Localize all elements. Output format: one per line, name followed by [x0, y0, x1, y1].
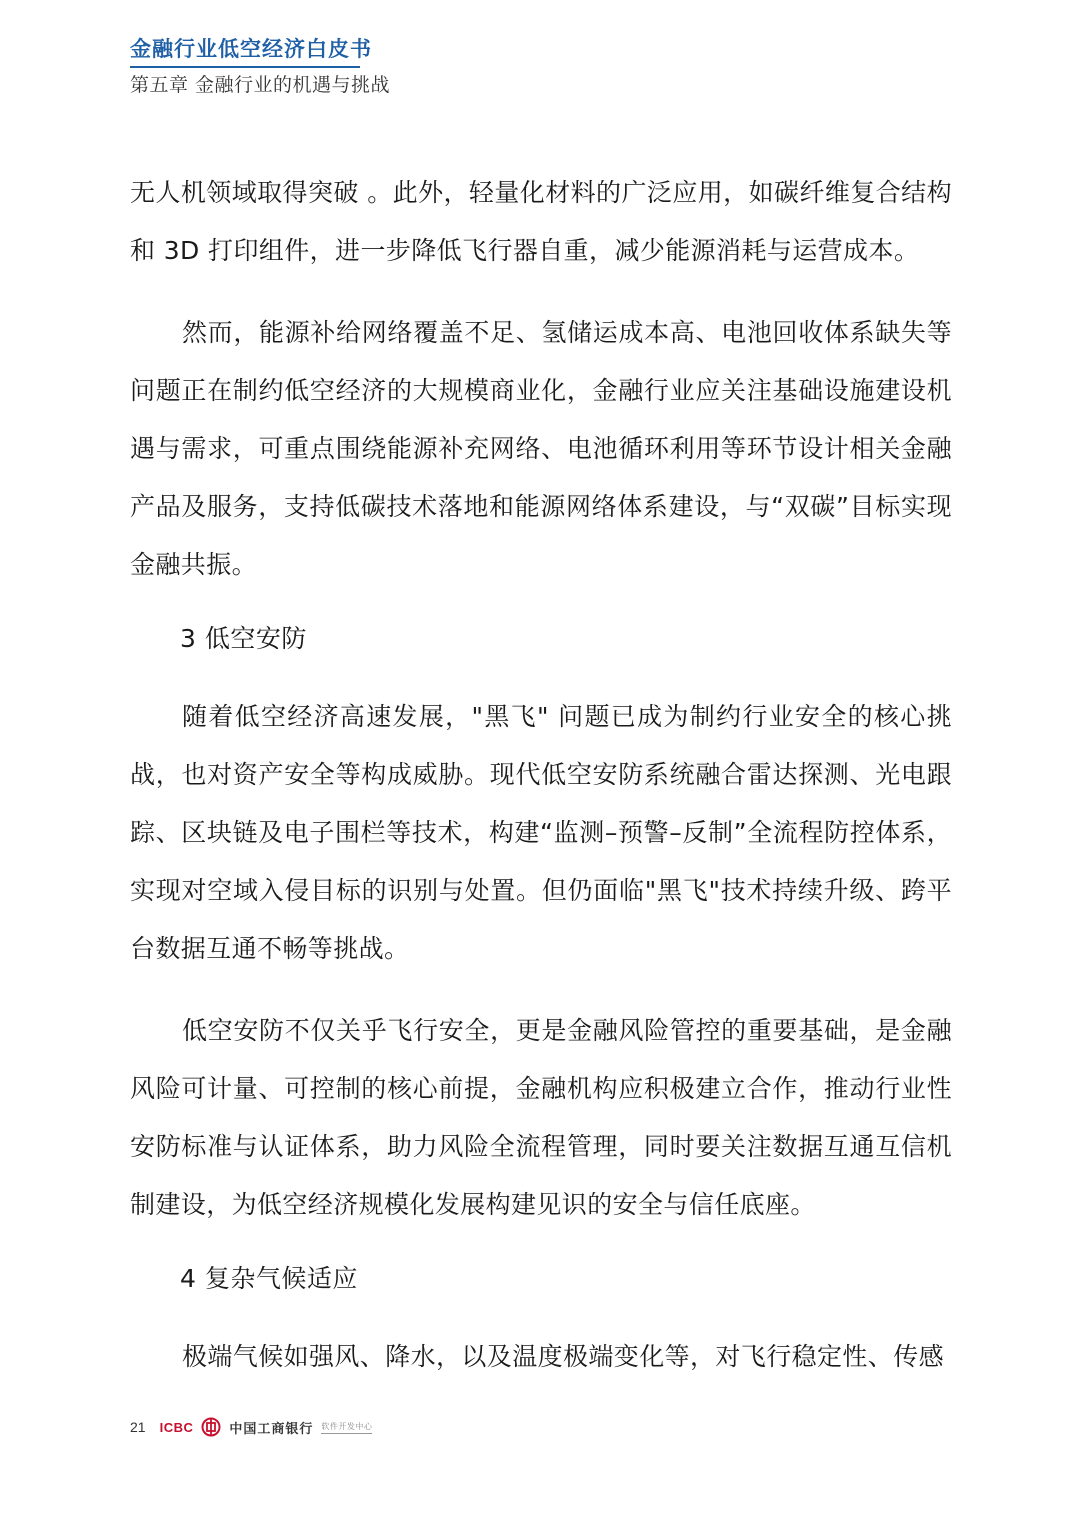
paragraph-continuation: 无人机领域取得突破 。此外，轻量化材料的广泛应用，如碳纤维复合结构和 3D 打印组件，进一步降低飞行器自重，减少能源消耗与运营成本。: [130, 178, 952, 265]
section-heading-low-altitude-security: 3 低空安防: [180, 624, 307, 653]
page-number: 21: [130, 1419, 146, 1435]
paragraph-security-finance: 低空安防不仅关乎飞行安全，更是金融风险管控的重要基础，是金融风险可计量、可控制的核心前提，金融机构应积极建立合作，推动行业性安防标准与认证体系，助力风险全流程管理，同时要关注数据互通互信机制建设，为低空经济规模化发展构建见识的安全与信任底座。: [130, 1016, 952, 1219]
paragraph-energy-infrastructure: 然而，能源补给网络覆盖不足、氢储运成本高、电池回收体系缺失等问题正在制约低空经济的大规模商业化，金融行业应关注基础设施建设机遇与需求，可重点围绕能源补充网络、电池循环利用等环节设计相关金融产品及服务，支持低碳技术落地和能源网络体系建设，与“双碳”目标实现金融共振。: [130, 318, 952, 579]
icbc-logo-icon: [201, 1417, 221, 1437]
paragraph-black-flight: 随着低空经济高速发展，"黑飞" 问题已成为制约行业安全的核心挑战，也对资产安全等构成威胁。现代低空安防系统融合雷达探测、光电跟踪、区块链及电子围栏等技术，构建“监测–预警–反制”全流程防控体系，实现对空域入侵目标的识别与处置。但仍面临"黑飞"技术持续升级、跨平台数据互通不畅等挑战。: [130, 702, 952, 963]
bank-subtitle: 软件开发中心: [321, 1421, 372, 1434]
icbc-wordmark: ICBC: [159, 1419, 194, 1435]
bank-name: 中国工商银行: [229, 1421, 314, 1437]
body-content: [130, 164, 952, 1386]
section-heading-climate-adaptation: 4 复杂气候适应: [180, 1264, 358, 1293]
page-footer: [130, 1414, 372, 1440]
paragraph-extreme-weather: 极端气候如强风、降水，以及温度极端变化等，对飞行稳定性、传感: [182, 1342, 945, 1371]
chapter-title: 第五章 金融行业的机遇与挑战: [130, 74, 391, 96]
header-divider: [130, 66, 360, 68]
page-header: [130, 34, 430, 99]
document-title: 金融行业低空经济白皮书: [130, 37, 372, 61]
